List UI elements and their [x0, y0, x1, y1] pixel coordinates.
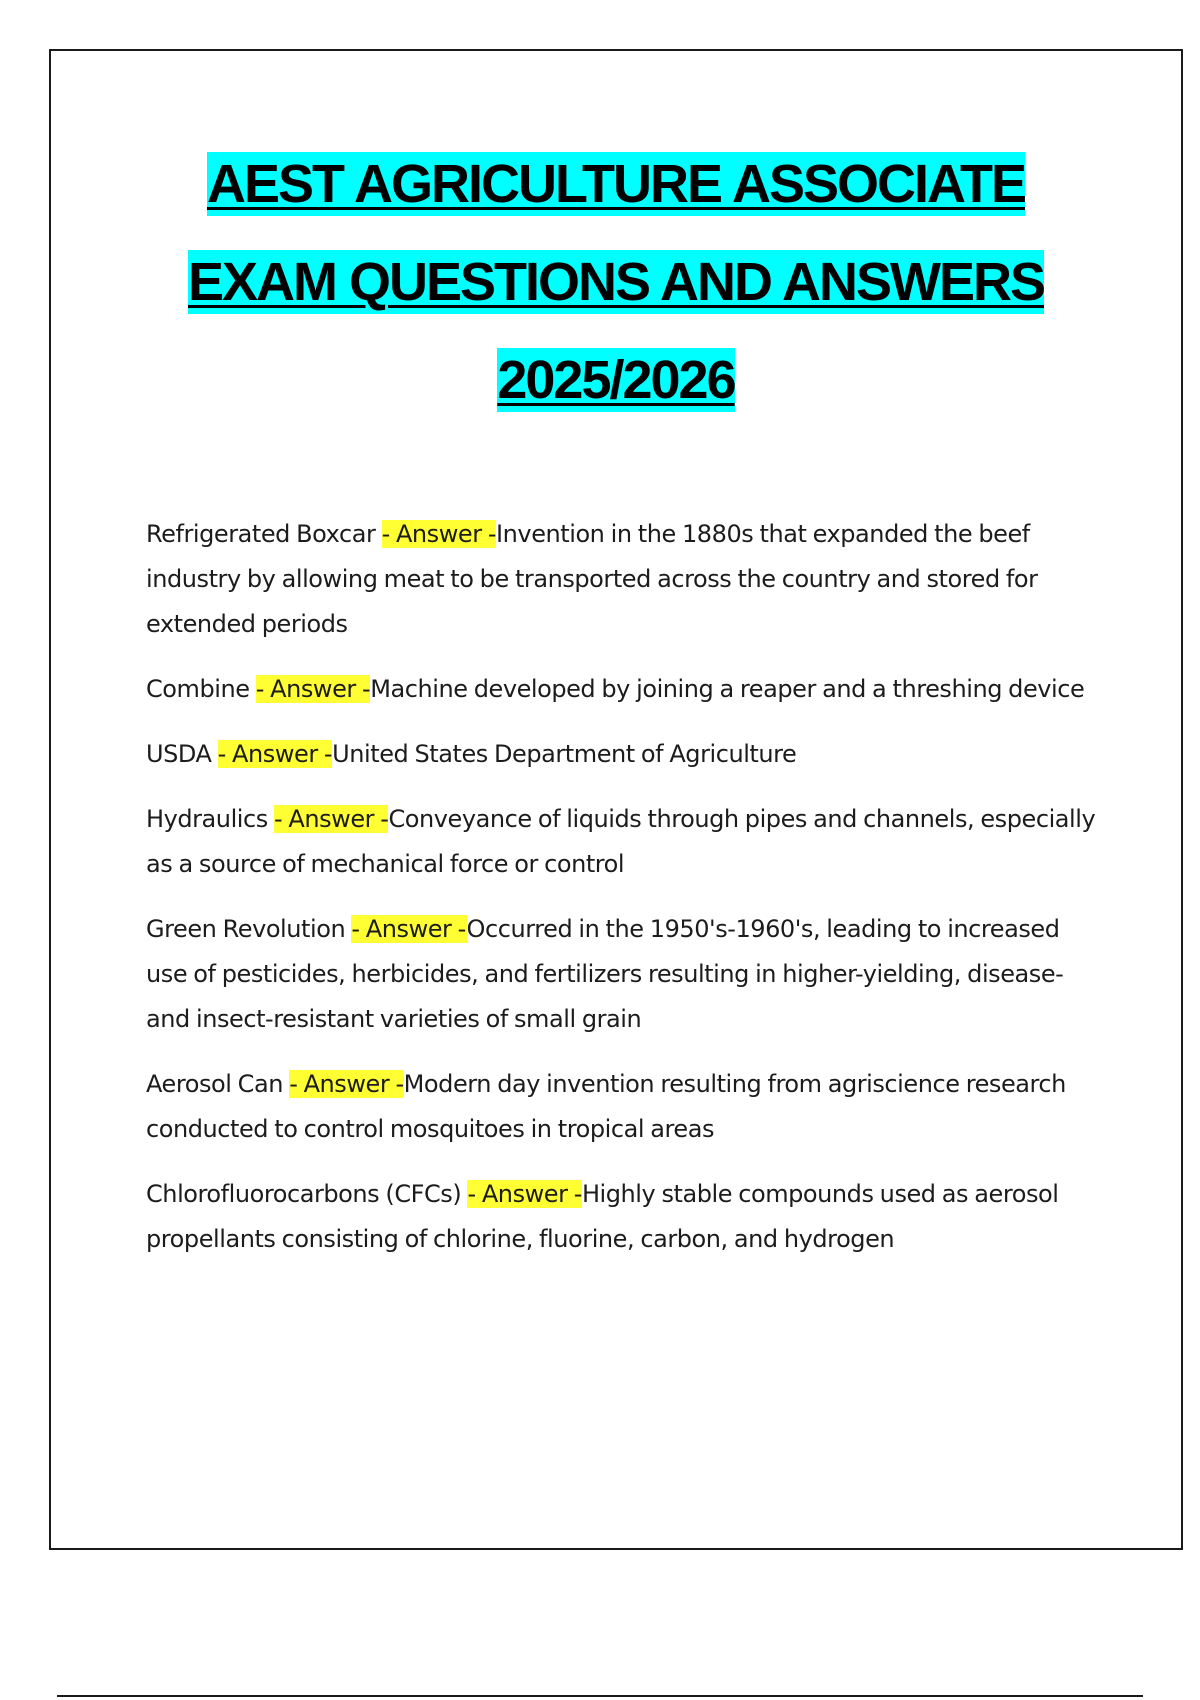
answer-tag: - Answer - [351, 915, 467, 943]
qa-item-hydraulics [146, 797, 1106, 887]
qa-item-usda [146, 732, 1106, 777]
title-line-1: AEST AGRICULTURE ASSOCIATE [206, 154, 1025, 214]
title-line-2: EXAM QUESTIONS AND ANSWERS [187, 252, 1045, 312]
answer-tag: - Answer - [289, 1070, 404, 1098]
qa-term: Hydraulics [146, 805, 274, 833]
answer-tag: - Answer - [381, 520, 497, 548]
answer-tag: - Answer - [467, 1180, 582, 1208]
qa-term: Combine [146, 675, 256, 703]
qa-definition: Machine developed by joining a reaper and a threshing device [370, 675, 1085, 703]
qa-definition: Occurred in the 1950's-1960's, leading to increased use of pesticides, herbicides, and fertilizers resulting in higher-yielding, disease- and insect-resistant varieties of small grain [146, 915, 1064, 1033]
title-line-3: 2025/2026 [497, 350, 735, 410]
footer-rule [57, 1695, 1143, 1697]
answer-tag: - Answer - [273, 805, 389, 833]
qa-item-combine [146, 667, 1106, 712]
qa-definition: Conveyance of liquids through pipes and channels, especially as a source of mechanical force or control [146, 805, 1096, 878]
qa-term: Refrigerated Boxcar [146, 520, 382, 548]
qa-term: Green Revolution [146, 915, 352, 943]
qa-term: Aerosol Can [146, 1070, 290, 1098]
answer-tag: - Answer - [217, 740, 333, 768]
qa-item-refrigerated-boxcar [146, 512, 1106, 647]
qa-definition: Modern day invention resulting from agriscience research conducted to control mosquitoes in tropical areas [146, 1070, 1066, 1143]
qa-term: Chlorofluorocarbons (CFCs) [146, 1180, 468, 1208]
qa-item-green-revolution [146, 907, 1106, 1042]
answer-tag: - Answer - [255, 675, 371, 703]
qa-term: USDA [146, 740, 218, 768]
qa-definition: United States Department of Agriculture [332, 740, 797, 768]
qa-item-cfcs [146, 1172, 1106, 1262]
qa-definition: Invention in the 1880s that expanded the beef industry by allowing meat to be transported across the country and stored for extended periods [146, 520, 1038, 638]
qa-item-aerosol-can [146, 1062, 1106, 1152]
qa-list [146, 512, 1106, 1282]
document-title [49, 135, 1183, 429]
qa-definition: Highly stable compounds used as aerosol propellants consisting of chlorine, fluorine, carbon, and hydrogen [146, 1180, 1059, 1253]
